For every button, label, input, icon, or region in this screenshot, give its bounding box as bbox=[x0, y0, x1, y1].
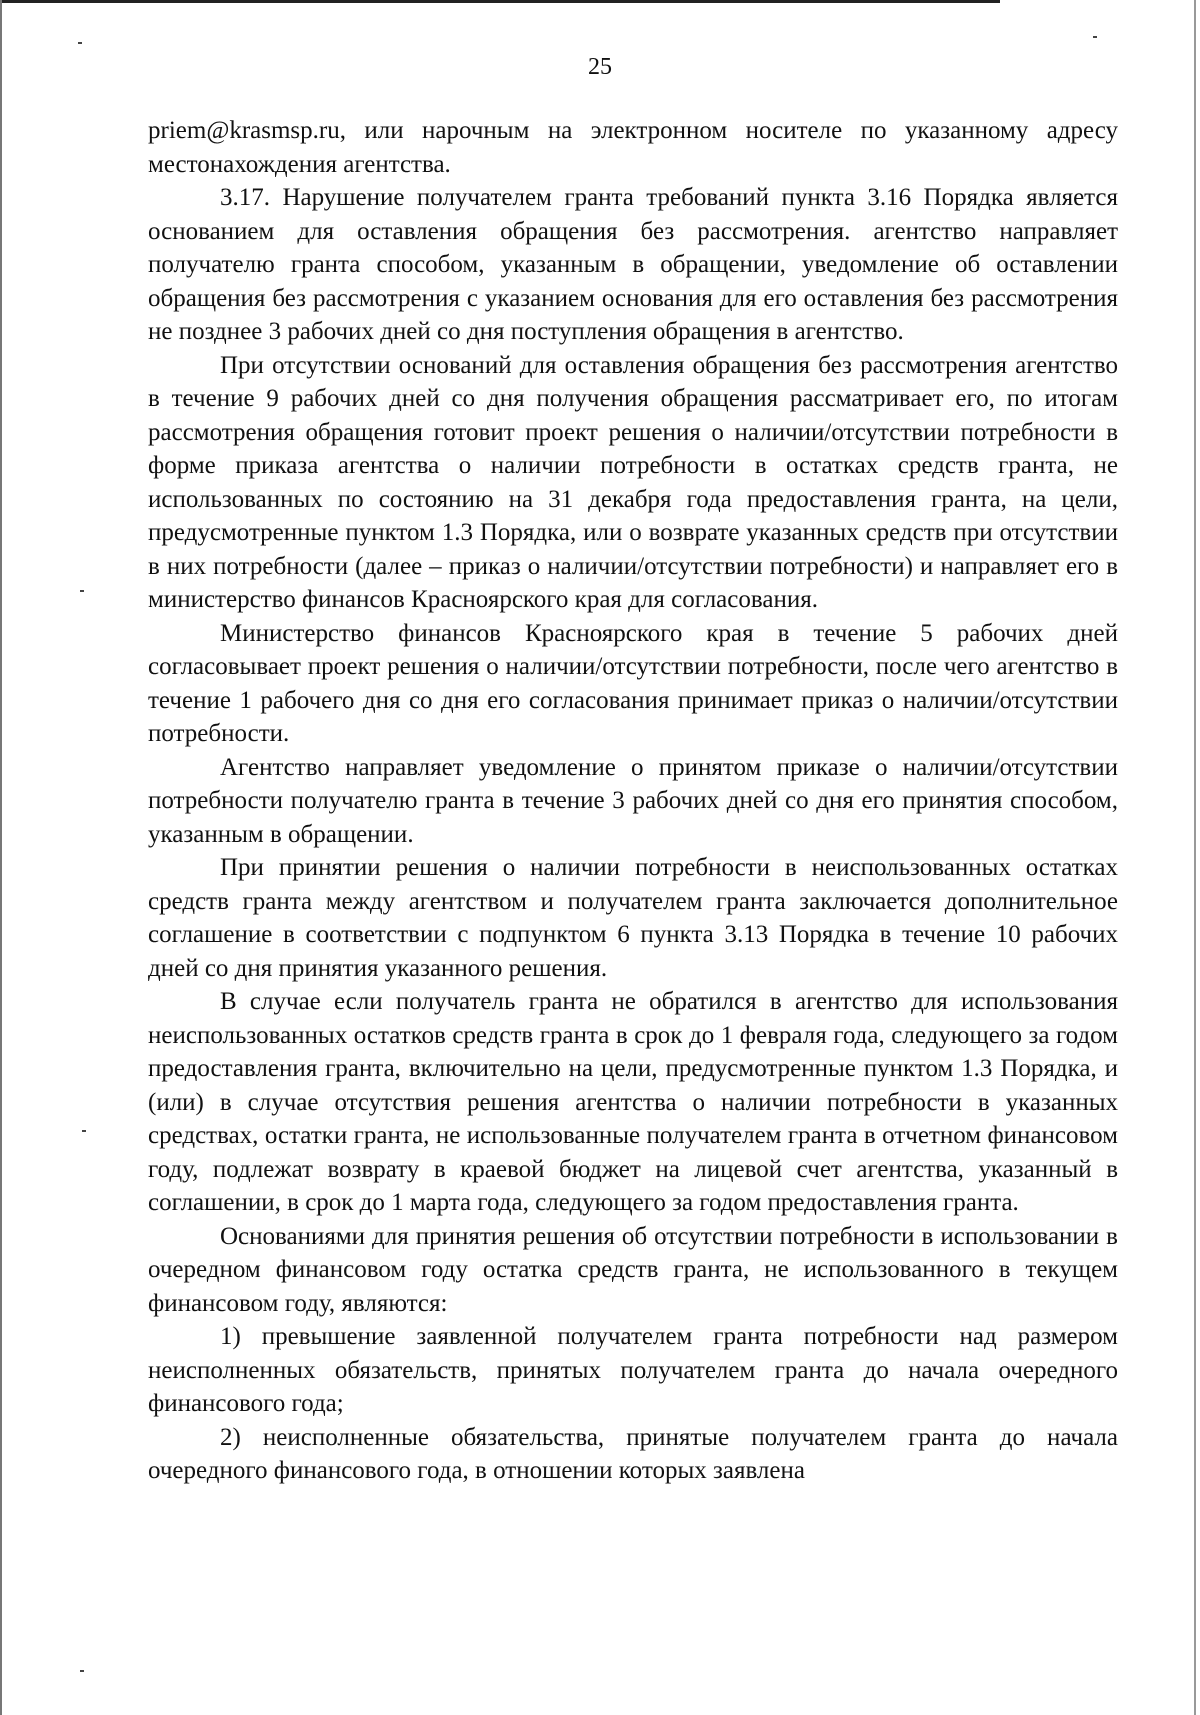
scan-speck bbox=[78, 42, 82, 44]
scan-speck bbox=[82, 1130, 86, 1132]
paragraph-no-grounds: При отсутствии оснований для оставления обращения без рассмотрения агентство в течение 9 рабочих дней со дня получения обращения рассматривает его, по итогам рассмотрения обращения готовит проект решения о наличии/отсутствии потребности в форме приказа агентства о наличии потребности в остатках средств гранта, не использованных по состоянию на 31 декабря года предоставления гранта, на цели, предусмотренные пунктом 1.3 Порядка, или о возврате указанных средств при отсутствии в них потребности (далее – приказ о наличии/отсутствии потребности) и направляет его в министерство финансов Красноярского края для согласования. bbox=[148, 351, 1118, 613]
list-item-2: 2) неисполненные обязательства, принятые получателем гранта до начала очередного финансового года, в отношении которых заявлена bbox=[148, 1423, 1118, 1484]
document-body bbox=[148, 114, 1118, 1488]
paragraph-agency-notification: Агентство направляет уведомление о принятом приказе о наличии/отсутствии потребности получателю гранта в течение 3 рабочих дней со дня его принятия способом, указанным в обращении. bbox=[148, 753, 1118, 848]
paragraph-grant-return: В случае если получатель гранта не обратился в агентство для использования неиспользованных остатков средств гранта в срок до 1 февраля года, следующего за годом предоставления гранта, включительно на цели, предусмотренные пунктом 1.3 Порядка, и (или) в случае отсутствия решения агентства о наличии потребности в указанных средствах, остатки гранта, не использованные получателем гранта в отчетном финансовом году, подлежат возврату в краевой бюджет на лицевой счет агентства, указанный в соглашении, в срок до 1 марта года, следующего за годом предоставления гранта. bbox=[148, 988, 1118, 1216]
scan-speck bbox=[80, 590, 84, 592]
page-number: 25 bbox=[588, 54, 612, 80]
scan-speck bbox=[1093, 36, 1097, 38]
paragraph-3-17: 3.17. Нарушение получателем гранта требований пункта 3.16 Порядка является основанием для оставления обращения без рассмотрения. агентство направляет получателю гранта способом, указанным в обращении, уведомление об оставлении обращения без рассмотрения с указанием основания для его оставления без рассмотрения не позднее 3 рабочих дней со дня поступления обращения в агентство. bbox=[148, 184, 1118, 345]
paragraph-grounds-list-intro: Основаниями для принятия решения об отсутствии потребности в использовании в очередном финансовом году остатка средств гранта, не использованного в текущем финансовом году, являются: bbox=[148, 1222, 1118, 1317]
paragraph-ministry-approval: Министерство финансов Красноярского края в течение 5 рабочих дней согласовывает проект решения о наличии/отсутствии потребности, после чего агентство в течение 1 рабочего дня со дня его согласования принимает приказ о наличии/отсутствии потребности. bbox=[148, 619, 1118, 747]
scan-right-border bbox=[1194, 0, 1196, 1715]
paragraph-email-continuation: priem@krasmsp.ru, или нарочным на электронном носителе по указанному адресу местонахождения агентства. bbox=[148, 117, 1118, 178]
scan-left-border bbox=[0, 0, 2, 1715]
list-item-1: 1) превышение заявленной получателем гранта потребности над размером неисполненных обязательств, принятых получателем гранта до начала очередного финансового года; bbox=[148, 1323, 1118, 1417]
scan-speck bbox=[80, 1670, 84, 1672]
scan-top-border bbox=[0, 0, 1000, 3]
paragraph-additional-agreement: При принятии решения о наличии потребности в неиспользованных остатках средств гранта между агентством и получателем гранта заключается дополнительное соглашение в соответствии с подпунктом 6 пункта 3.13 Порядка в течение 10 рабочих дней со дня принятия указанного решения. bbox=[148, 854, 1118, 982]
